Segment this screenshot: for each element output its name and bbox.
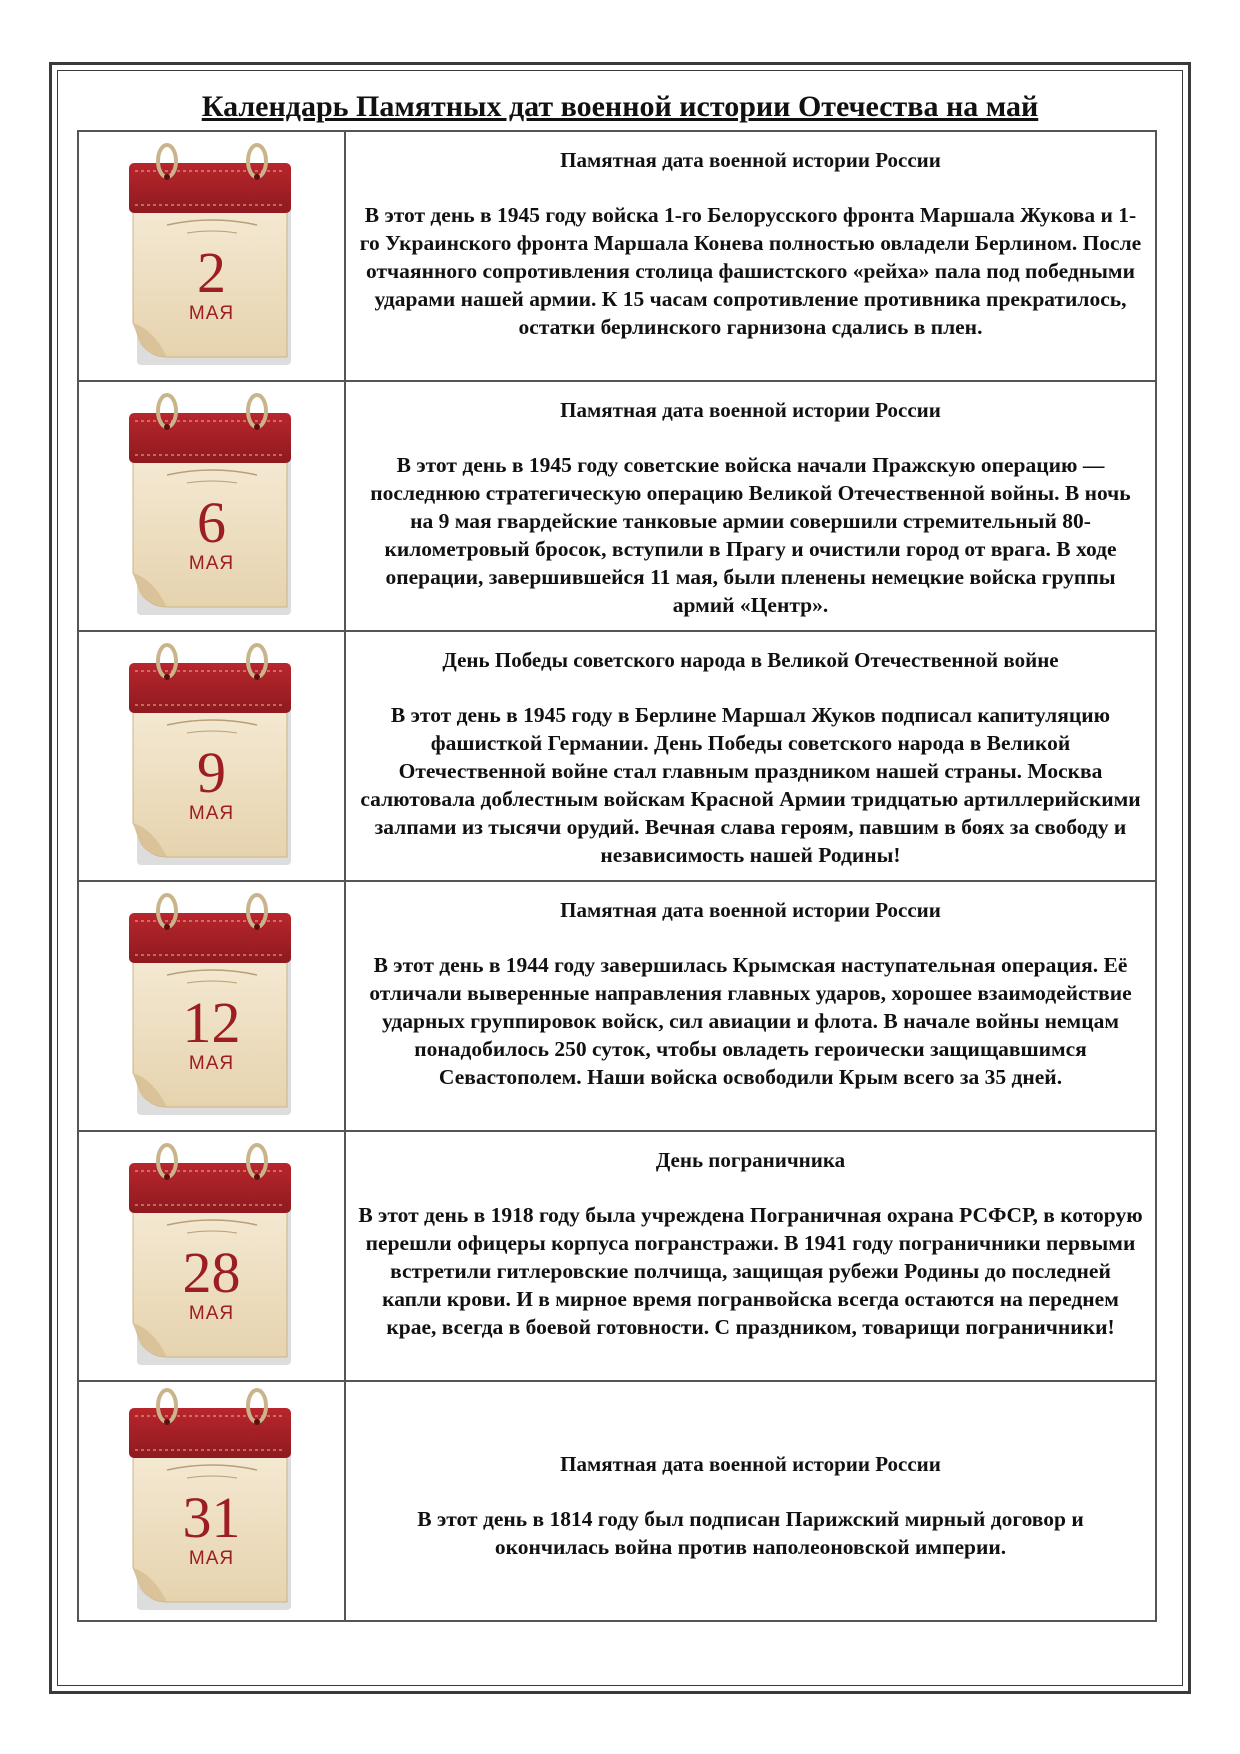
- calendar-day: 9: [197, 740, 226, 805]
- calendar-month: МАЯ: [188, 1548, 235, 1569]
- calendar-day: 28: [182, 1240, 241, 1305]
- calendar-icon: [127, 393, 297, 619]
- calendar-month: МАЯ: [188, 1303, 235, 1324]
- entry-heading: День Победы советского народа в Великой Отечественной войне: [442, 648, 1059, 672]
- calendar-cell: [78, 631, 345, 881]
- calendar-cell: [78, 1381, 345, 1621]
- calendar-cell: [78, 131, 345, 381]
- calendar-month: МАЯ: [188, 553, 235, 574]
- description-cell: [345, 131, 1156, 381]
- calendar-cell: [78, 381, 345, 631]
- date-row: [78, 131, 1156, 381]
- date-row: [78, 381, 1156, 631]
- calendar-cell: [78, 881, 345, 1131]
- calendar-icon: [127, 1143, 297, 1369]
- entry-text: В этот день в 1814 году был подписан Парижский мирный договор и окончилась война против наполеоновской империи.: [417, 1506, 1084, 1559]
- entry-text: В этот день в 1944 году завершилась Крымская наступательная операция. Её отличали выверенные направления главных ударов, хорошее взаимодействие ударных группировок войск, сил авиации и флота. В начале войны немцам понадобилось 250 суток, чтобы овладеть героически защищавшимся Севастополем. Наши войска освободили Крым всего за 35 дней.: [369, 953, 1132, 1089]
- description-cell: [345, 631, 1156, 881]
- calendar-day: 6: [197, 490, 226, 555]
- calendar-month: МАЯ: [188, 1053, 235, 1074]
- entry-heading: Памятная дата военной истории России: [560, 398, 941, 422]
- date-row: [78, 631, 1156, 881]
- calendar-day: 2: [197, 240, 226, 305]
- calendar-icon: [127, 893, 297, 1119]
- entry-text: В этот день в 1945 году в Берлине Маршал Жуков подписал капитуляцию фашисткой Германии. День Победы советского народа в Великой Отечественной войне стал главным праздником нашей страны. Москва салютовала доблестным войскам Красной Армии тридцатью артиллерийскими залпами из тысячи орудий. Вечная слава героям, павшим в боях за свободу и независимость нашей Родины!: [360, 703, 1141, 867]
- date-row: [78, 1381, 1156, 1621]
- entry-text: В этот день в 1945 году советские войска начали Пражскую операцию — последнюю стратегическую операцию Великой Отечественной войны. В ночь на 9 мая гвардейские танковые армии совершили стремительный 80-километровый бросок, вступили в Прагу и очистили город от врага. В ходе операции, завершившейся 11 мая, были пленены немецкие войска группы армий «Центр».: [370, 453, 1131, 617]
- entry-heading: День пограничника: [655, 1148, 846, 1172]
- calendar-cell: [78, 1131, 345, 1381]
- calendar-icon: [127, 643, 297, 869]
- entry-heading: Памятная дата военной истории России: [560, 898, 941, 922]
- entry-text: В этот день в 1945 году войска 1-го Белорусского фронта Маршала Жукова и 1-го Украинского фронта Маршала Конева полностью овладели Берлином. После отчаянного сопротивления столица фашистского «рейха» пала под победными ударами нашей армии. К 15 часам сопротивление противника прекратилось, остатки берлинского гарнизона сдались в плен.: [359, 203, 1142, 339]
- date-row: [78, 1131, 1156, 1381]
- calendar-day: 12: [182, 990, 241, 1055]
- dates-table: [77, 130, 1157, 1622]
- page-title: Календарь Памятных дат военной истории Отечества на май: [201, 90, 1039, 123]
- calendar-icon: [127, 143, 297, 369]
- date-row: [78, 881, 1156, 1131]
- description-cell: [345, 1381, 1156, 1621]
- calendar-icon: [127, 1388, 297, 1614]
- description-cell: [345, 381, 1156, 631]
- entry-heading: Памятная дата военной истории России: [560, 1451, 941, 1476]
- description-cell: [345, 881, 1156, 1131]
- calendar-month: МАЯ: [188, 803, 235, 824]
- calendar-month: МАЯ: [188, 303, 235, 324]
- entry-heading: Памятная дата военной истории России: [560, 148, 941, 172]
- entry-text: В этот день в 1918 году была учреждена Пограничная охрана РСФСР, в которую перешли офицеры корпуса погранстражи. В 1941 году пограничники первыми встретили гитлеровские полчища, защищая рубежи Родины до последней капли крови. И в мирное время погранвойска всегда остаются на переднем крае, всегда в боевой готовности. С праздником, товарищи пограничники!: [358, 1203, 1143, 1339]
- description-cell: [345, 1131, 1156, 1381]
- calendar-day: 31: [182, 1485, 241, 1550]
